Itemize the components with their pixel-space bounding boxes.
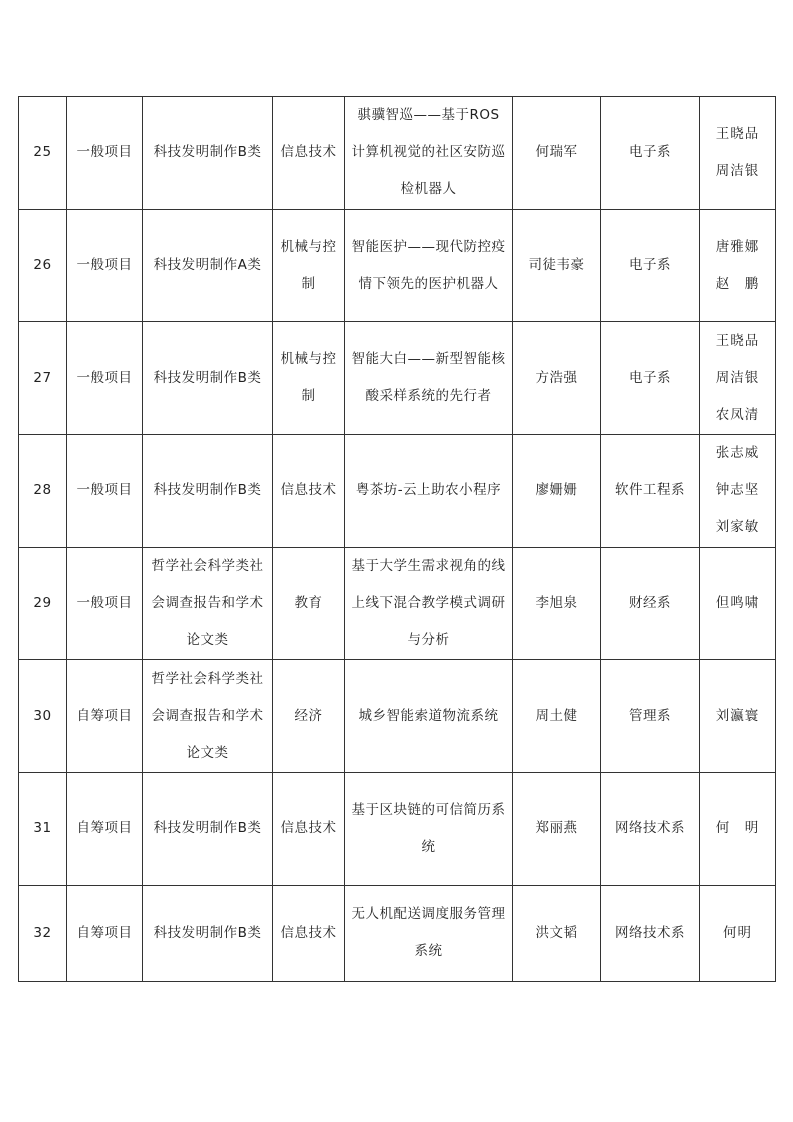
project-field: 信息技术	[273, 435, 345, 548]
project-leader: 周土健	[513, 660, 601, 773]
row-number: 28	[19, 435, 67, 548]
department: 财经系	[601, 547, 700, 660]
table-row	[19, 885, 776, 981]
project-title: 智能医护——现代防控疫情下领先的医护机器人	[345, 209, 513, 322]
advisors: 王晓品 周洁银	[700, 97, 776, 210]
advisors: 何明	[700, 885, 776, 981]
project-leader: 何瑞军	[513, 97, 601, 210]
project-level: 一般项目	[67, 435, 143, 548]
advisors: 张志威 钟志坚 刘家敏	[700, 435, 776, 548]
department: 网络技术系	[601, 885, 700, 981]
advisors: 但鸣啸	[700, 547, 776, 660]
department: 网络技术系	[601, 773, 700, 886]
table-row	[19, 435, 776, 548]
project-table	[18, 96, 776, 982]
row-number: 25	[19, 97, 67, 210]
project-leader: 廖姗姗	[513, 435, 601, 548]
project-title: 粤茶坊-云上助农小程序	[345, 435, 513, 548]
row-number: 29	[19, 547, 67, 660]
advisors: 王晓品 周洁银 农凤清	[700, 322, 776, 435]
row-number: 27	[19, 322, 67, 435]
project-category: 科技发明制作B类	[143, 322, 273, 435]
table-row	[19, 773, 776, 886]
project-title: 骐骥智巡——基于ROS计算机视觉的社区安防巡检机器人	[345, 97, 513, 210]
project-field: 信息技术	[273, 97, 345, 210]
department: 电子系	[601, 97, 700, 210]
table-row	[19, 547, 776, 660]
advisors: 何 明	[700, 773, 776, 886]
project-leader: 李旭泉	[513, 547, 601, 660]
advisors: 刘瀛寰	[700, 660, 776, 773]
project-category: 科技发明制作B类	[143, 773, 273, 886]
project-field: 信息技术	[273, 885, 345, 981]
project-leader: 洪文韬	[513, 885, 601, 981]
project-title: 无人机配送调度服务管理系统	[345, 885, 513, 981]
project-level: 自筹项目	[67, 885, 143, 981]
table-row	[19, 322, 776, 435]
project-title: 城乡智能索道物流系统	[345, 660, 513, 773]
project-field: 机械与控制	[273, 322, 345, 435]
project-category: 科技发明制作A类	[143, 209, 273, 322]
project-field: 经济	[273, 660, 345, 773]
project-leader: 郑丽燕	[513, 773, 601, 886]
project-category: 哲学社会科学类社会调查报告和学术论文类	[143, 547, 273, 660]
department: 软件工程系	[601, 435, 700, 548]
project-level: 一般项目	[67, 322, 143, 435]
project-category: 科技发明制作B类	[143, 97, 273, 210]
project-title: 基于区块链的可信简历系统	[345, 773, 513, 886]
department: 电子系	[601, 209, 700, 322]
project-level: 一般项目	[67, 547, 143, 660]
row-number: 31	[19, 773, 67, 886]
row-number: 26	[19, 209, 67, 322]
department: 电子系	[601, 322, 700, 435]
project-level: 一般项目	[67, 97, 143, 210]
project-title: 智能大白——新型智能核酸采样系统的先行者	[345, 322, 513, 435]
row-number: 32	[19, 885, 67, 981]
project-title: 基于大学生需求视角的线上线下混合教学模式调研与分析	[345, 547, 513, 660]
project-field: 教育	[273, 547, 345, 660]
project-category: 哲学社会科学类社会调查报告和学术论文类	[143, 660, 273, 773]
table-row	[19, 97, 776, 210]
project-leader: 方浩强	[513, 322, 601, 435]
project-category: 科技发明制作B类	[143, 435, 273, 548]
project-level: 自筹项目	[67, 773, 143, 886]
project-level: 一般项目	[67, 209, 143, 322]
advisors: 唐雅娜 赵 鹏	[700, 209, 776, 322]
table-row	[19, 209, 776, 322]
row-number: 30	[19, 660, 67, 773]
department: 管理系	[601, 660, 700, 773]
project-field: 信息技术	[273, 773, 345, 886]
project-category: 科技发明制作B类	[143, 885, 273, 981]
table-row	[19, 660, 776, 773]
project-leader: 司徒韦豪	[513, 209, 601, 322]
project-level: 自筹项目	[67, 660, 143, 773]
project-field: 机械与控制	[273, 209, 345, 322]
